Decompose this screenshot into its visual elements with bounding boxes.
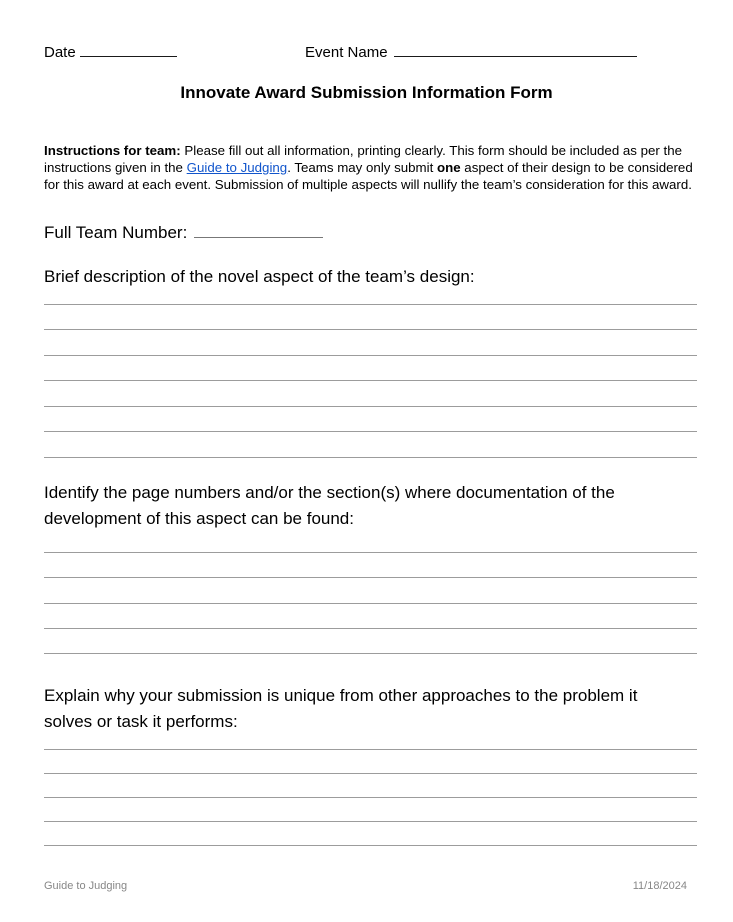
ruled-line [44, 330, 697, 356]
instructions-text-3: aspect of their design to be considered for this award at each event. Submission of multiple aspects will nullify the team’s consideration for this award. [44, 160, 693, 193]
ruled-line [44, 381, 697, 407]
team-number-blank-line [194, 221, 323, 238]
ruled-line [44, 407, 697, 433]
ruled-line [44, 604, 697, 629]
date-blank-line [80, 42, 177, 57]
date-field-group [44, 42, 177, 62]
ruled-line [44, 726, 697, 750]
ruled-lines-page-numbers [44, 528, 697, 654]
instructions-bold-one: one [436, 160, 461, 176]
ruled-lines-brief-description [44, 279, 697, 458]
ruled-line [44, 822, 697, 846]
ruled-line [44, 750, 697, 774]
ruled-line [44, 528, 697, 553]
instructions-paragraph [44, 143, 694, 194]
ruled-line [44, 553, 697, 578]
page-title: Innovate Award Submission Information Form [180, 83, 553, 102]
ruled-line [44, 629, 697, 654]
team-number-field-group [44, 220, 323, 245]
guide-to-judging-link[interactable]: Guide to Judging [186, 160, 288, 176]
prompt-unique-explanation: Explain why your submission is unique from other approaches to the problem it solves or task it performs: [44, 686, 638, 731]
prompt-brief-description: Brief description of the novel aspect of the team’s design: [44, 267, 475, 286]
ruled-line [44, 356, 697, 382]
instructions-text-1: Please fill out all information, printing clearly. This form should be included as per the instructions given in the [44, 143, 683, 176]
ruled-line [44, 279, 697, 305]
instructions-label: Instructions for team: [44, 143, 181, 159]
team-number-label: Full Team Number: [44, 223, 188, 242]
instructions-text-2: . Teams may only submit [287, 160, 437, 176]
ruled-line [44, 305, 697, 331]
ruled-lines-unique-explanation [44, 726, 697, 846]
event-name-blank-line [394, 42, 637, 57]
ruled-line [44, 432, 697, 458]
event-name-label: Event Name [305, 44, 388, 61]
ruled-line [44, 578, 697, 603]
ruled-line [44, 774, 697, 798]
footer-date: 11/18/2024 [632, 880, 687, 892]
event-name-field-group [305, 42, 637, 62]
ruled-line [44, 798, 697, 822]
date-label: Date [44, 44, 76, 61]
prompt-page-numbers: Identify the page numbers and/or the section(s) where documentation of the development of this aspect can be found: [44, 483, 615, 528]
footer-document-name: Guide to Judging [44, 880, 128, 892]
